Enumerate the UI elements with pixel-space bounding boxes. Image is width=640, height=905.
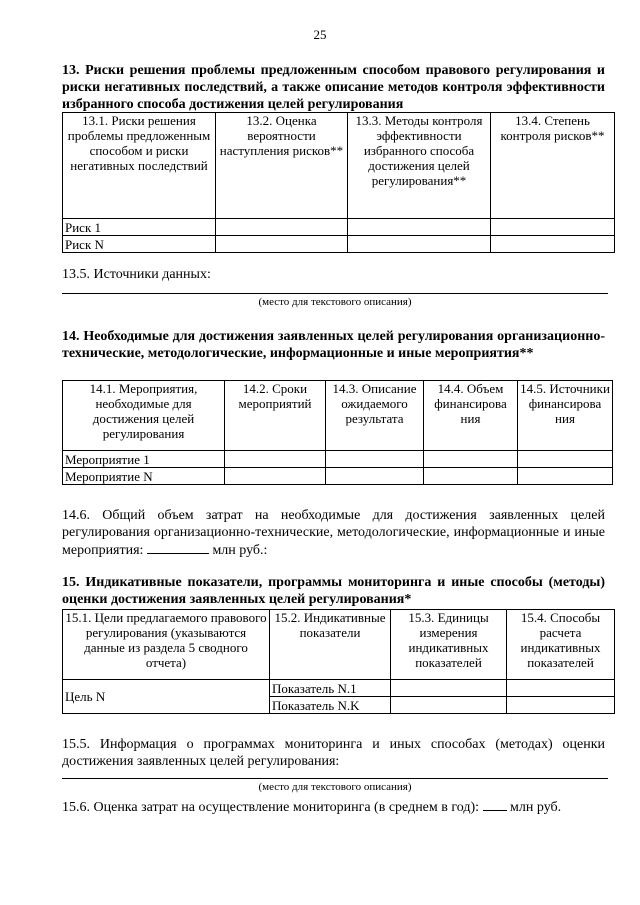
measures-header-cell: 14.4. Объем финансирова ния [424,381,518,451]
total-cost-blank [147,541,209,554]
measures-table-header-row [63,381,613,451]
total-cost-unit: млн руб.: [212,543,268,558]
table-cell [391,697,507,714]
risks-header-cell: 13.2. Оценка вероятности наступления рисков** [216,113,348,219]
table-cell [216,219,348,236]
indicators-header-cell: 15.4. Способы расчета индикативных показателей [507,610,615,680]
risks-header-cell: 13.4. Степень контроля рисков** [491,113,615,219]
risks-header-cell: 13.3. Методы контроля эффективности избранного способа достижения целей регулирования** [348,113,491,219]
table-cell [348,219,491,236]
risks-table [62,112,615,253]
table-cell [424,468,518,485]
measures-header-cell: 14.1. Мероприятия, необходимые для достижения целей регулирования [63,381,225,451]
risk-label: Риск 1 [63,219,216,236]
monitoring-cost-unit: млн руб. [510,800,562,815]
indicator-label: Показатель N.K [270,697,391,714]
table-cell [491,219,615,236]
total-cost-text: 14.6. Общий объем затрат на необходимые для достижения заявленных целей регулирования организационно-технические, методологические, информационные и иные мероприятия: [62,508,605,558]
table-cell [507,680,615,697]
table-cell [326,451,424,468]
table-cell [216,236,348,253]
table-cell [391,680,507,697]
indicators-header-cell: 15.3. Единицы измерения индикативных показателей [391,610,507,680]
section-13-heading: 13. Риски решения проблемы предложенным способом правового регулирования и риски негативных последствий, а также описание методов контроля эффективности избранного способа достижения целей регулирования [62,63,605,112]
table-cell [518,468,613,485]
table-cell [507,697,615,714]
risks-table-header-row [63,113,615,219]
risk-label: Риск N [63,236,216,253]
risks-header-cell: 13.1. Риски решения проблемы предложенным способом и риски негативных последствий [63,113,216,219]
measure-label: Мероприятие N [63,468,225,485]
table-cell [518,451,613,468]
table-cell [225,468,326,485]
text-description-rule [62,293,608,294]
table-cell [424,451,518,468]
measures-header-cell: 14.2. Сроки мероприятий [225,381,326,451]
section-14-heading: 14. Необходимые для достижения заявленных целей регулирования организационно-технические, методологические, информационные и иные мероприятия** [62,329,605,361]
indicators-table [62,609,615,714]
monitoring-info-text: 15.5. Информация о программах мониторинга и иных способах (методах) оценки достижения заявленных целей регулирования: [62,737,605,769]
section-15-heading: 15. Индикативные показатели, программы мониторинга и иные способы (методы) оценки достижения заявленных целей регулирования* [62,575,605,607]
measure-label: Мероприятие 1 [63,451,225,468]
monitoring-cost-label: 15.6. Оценка затрат на осуществление мониторинга (в среднем в год): [62,800,480,815]
measures-header-cell: 14.5. Источники финансирова ния [518,381,613,451]
total-cost-paragraph [62,507,605,559]
table-row [63,236,615,253]
table-row [63,219,615,236]
data-sources-label: 13.5. Источники данных: [62,267,211,282]
measures-header-cell: 14.3. Описание ожидаемого результата [326,381,424,451]
table-row [63,451,613,468]
indicator-label: Показатель N.1 [270,680,391,697]
table-row [63,468,613,485]
table-row [63,680,615,697]
indicators-header-cell: 15.1. Цели предлагаемого правового регулирования (указываются данные из раздела 5 сводного отчета) [63,610,270,680]
page-number: 25 [313,27,327,42]
text-description-caption: (место для текстового описания) [258,781,412,793]
measures-table [62,380,613,485]
indicators-header-cell: 15.2. Индикативные показатели [270,610,391,680]
monitoring-cost-paragraph [62,798,605,816]
table-cell [225,451,326,468]
text-description-caption: (место для текстового описания) [258,296,412,308]
table-cell [491,236,615,253]
monitoring-cost-blank [483,798,507,811]
text-description-rule [62,778,608,779]
indicators-table-header-row [63,610,615,680]
goal-label: Цель N [63,680,270,714]
table-cell [348,236,491,253]
table-cell [326,468,424,485]
